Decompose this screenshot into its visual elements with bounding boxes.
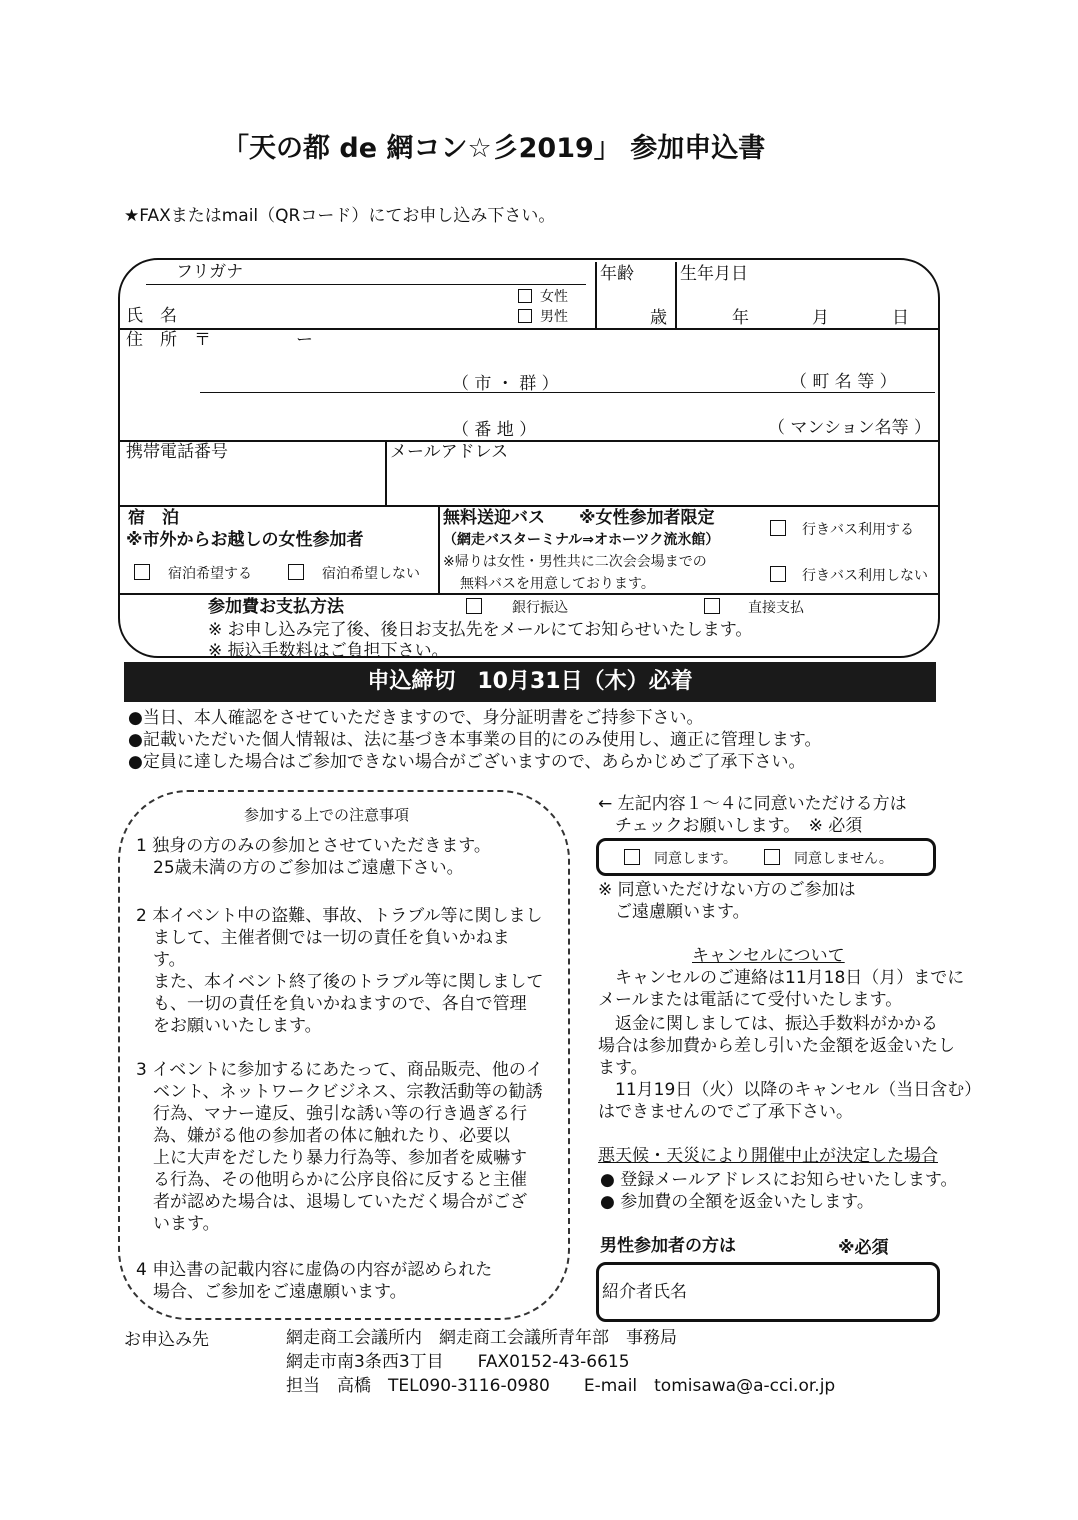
lodging-yes-option[interactable]: 宿泊希望する <box>134 564 252 583</box>
note-line: 上に大声をだしたり暴力行為等、参加者を威嚇す <box>136 1148 527 1168</box>
lot-label: （ 番 地 ） <box>452 420 537 440</box>
contact-line-2: 網走市南3条西3丁目 FAX0152-43-6615 <box>286 1352 630 1372</box>
note-line: す。 <box>136 950 186 970</box>
cancel-line: 返金に関しましては、振込手数料がかかる <box>598 1014 938 1034</box>
mansion-label: （ マンション名等 ） <box>768 418 932 438</box>
note-line: 場合、ご参加をご遠慮願います。 <box>136 1282 407 1302</box>
note-line: います。 <box>136 1214 220 1234</box>
town-label: （ 町 名 等 ） <box>790 372 897 392</box>
birth-day-unit: 日 <box>892 308 909 328</box>
agree-yes-checkbox[interactable] <box>624 849 640 865</box>
female-option[interactable]: 女性 <box>518 288 568 306</box>
bus-title: 無料送迎バス ※女性参加者限定 <box>443 508 715 528</box>
address-label: 住 所 〒 ー <box>126 330 313 350</box>
birthdate-label: 生年月日 <box>680 264 748 284</box>
male-option[interactable]: 男性 <box>518 308 568 326</box>
birth-year-unit: 年 <box>732 308 749 328</box>
deadline-banner: 申込締切 10月31日（木）必着 <box>124 662 936 702</box>
bus-no-option[interactable]: 行きバス利用しない <box>770 566 928 585</box>
contact-line-1: 網走商工会議所内 網走商工会議所青年部 事務局 <box>286 1328 677 1348</box>
female-checkbox[interactable] <box>518 289 532 303</box>
bullet-1: ●当日、本人確認をさせていただきますので、身分証明書をご持参下さい。 <box>128 708 704 728</box>
cancel-line: メールまたは電話にて受付いたします。 <box>598 990 903 1010</box>
note-line: 行為、マナー違反、強引な誘い等の行き過ぎる行 <box>136 1104 527 1124</box>
birth-month-unit: 月 <box>812 308 829 328</box>
note-line: も、一切の責任を負いかねますので、各自で管理 <box>136 994 527 1014</box>
contact-line-3: 担当 高橋 TEL090-3116-0980 E-mail tomisawa@a-cci.or.jp <box>286 1376 836 1396</box>
payment-direct-checkbox[interactable] <box>704 598 720 614</box>
lodging-title: 宿 泊 <box>128 508 179 528</box>
agree-no-checkbox[interactable] <box>764 849 780 865</box>
agree-yes-option[interactable]: 同意します。 <box>624 849 737 868</box>
bus-route: （網走バスターミナル⇒オホーツク流氷館） <box>443 532 720 548</box>
payment-note-2: ※ 振込手数料はご負担下さい。 <box>208 641 449 661</box>
note-line: 2 本イベント中の盗難、事故、トラブル等に関しまし <box>136 906 543 926</box>
bus-yes-option[interactable]: 行きバス利用する <box>770 520 914 539</box>
cancel-title: キャンセルについて <box>692 946 845 966</box>
note-line: る行為、その他明らかに公序良俗に反すると主催 <box>136 1170 527 1190</box>
agree-instruction-1: ← 左記内容１～４に同意いただける方は <box>598 794 907 814</box>
payment-note-1: ※ お申し込み完了後、後日お支払先をメールにてお知らせいたします。 <box>208 620 753 640</box>
bus-no-checkbox[interactable] <box>770 566 786 582</box>
city-label: （ 市 ・ 群 ） <box>452 374 559 394</box>
payment-title: 参加費お支払方法 <box>208 597 344 617</box>
note-line: ベント、ネットワークビジネス、宗教活動等の勧誘 <box>136 1082 543 1102</box>
male-checkbox[interactable] <box>518 309 532 323</box>
bus-yes-checkbox[interactable] <box>770 520 786 536</box>
name-label: 氏 名 <box>126 306 177 326</box>
note-line: 1 独身の方のみの参加とさせていただきます。 <box>136 836 491 856</box>
agree-instruction-2: チェックお願いします。 ※ 必須 <box>598 816 863 836</box>
note-line: 3 イベントに参加するにあたって、商品販売、他のイ <box>136 1060 543 1080</box>
weather-line: ● 登録メールアドレスにお知らせいたします。 <box>600 1170 958 1190</box>
cancel-line: はできませんのでご了承下さい。 <box>598 1102 853 1122</box>
furigana-label: フリガナ <box>176 262 244 282</box>
bullet-3: ●定員に達した場合はご参加できない場合がございますので、あらかじめご了承下さい。 <box>128 752 806 772</box>
note-line: 25歳未満の方のご参加はご遠慮下さい。 <box>136 858 464 878</box>
lodging-note: ※市外からお越しの女性参加者 <box>126 530 364 550</box>
weather-line: ● 参加費の全額を返金いたします。 <box>600 1192 874 1212</box>
notes-title: 参加する上での注意事項 <box>244 806 410 824</box>
male-section-title: 男性参加者の方は <box>600 1236 736 1256</box>
cancel-line: 場合は参加費から差し引いた金額を返金いたし <box>598 1036 955 1056</box>
lodging-yes-checkbox[interactable] <box>134 564 150 580</box>
note-line: 4 申込書の記載内容に虚偽の内容が認められた <box>136 1260 493 1280</box>
note-line: まして、主催者側では一切の責任を負いかねま <box>136 928 510 948</box>
payment-bank-option[interactable]: 銀行振込 <box>466 598 568 617</box>
payment-direct-option[interactable]: 直接支払 <box>704 598 804 617</box>
bus-note-2: 無料バスを用意しております。 <box>460 576 655 592</box>
male-required-mark: ※必須 <box>838 1238 889 1258</box>
intro-text: ★FAXまたはmail（QRコード）にてお申し込み下さい。 <box>124 206 556 226</box>
phone-label: 携帯電話番号 <box>126 442 228 462</box>
age-label: 年齢 <box>600 264 634 284</box>
contact-label: お申込み先 <box>124 1330 209 1350</box>
bullet-2: ●記載いただいた個人情報は、法に基づき本事業の目的にのみ使用し、適正に管理します。 <box>128 730 822 750</box>
agree-note-1: ※ 同意いただけない方のご参加は <box>598 880 856 900</box>
age-unit: 歳 <box>650 308 667 328</box>
cancel-line: キャンセルのご連絡は11月18日（月）までに <box>598 968 965 988</box>
cancel-line: 11月19日（火）以降のキャンセル（当日含む） <box>598 1080 982 1100</box>
weather-title: 悪天候・天災により開催中止が決定した場合 <box>598 1146 938 1166</box>
note-line: 為、嫌がる他の参加者の体に触れたり、必要以 <box>136 1126 510 1146</box>
agree-note-2: ご遠慮願います。 <box>598 902 750 922</box>
lodging-no-option[interactable]: 宿泊希望しない <box>288 564 420 583</box>
note-line: をお願いいたします。 <box>136 1016 322 1036</box>
payment-bank-checkbox[interactable] <box>466 598 482 614</box>
page-title: 「天の都 de 網コン☆彡2019」 参加申込書 <box>222 133 766 164</box>
note-line: また、本イベント終了後のトラブル等に関しまして <box>136 972 544 992</box>
introducer-name-label: 紹介者氏名 <box>602 1282 687 1302</box>
cancel-line: ます。 <box>598 1058 648 1078</box>
lodging-no-checkbox[interactable] <box>288 564 304 580</box>
note-line: 者が認めた場合は、退場していただく場合がござ <box>136 1192 527 1212</box>
agree-no-option[interactable]: 同意しません。 <box>764 849 893 868</box>
email-label: メールアドレス <box>390 442 509 462</box>
bus-note-1: ※帰りは女性・男性共に二次会会場までの <box>443 554 707 570</box>
